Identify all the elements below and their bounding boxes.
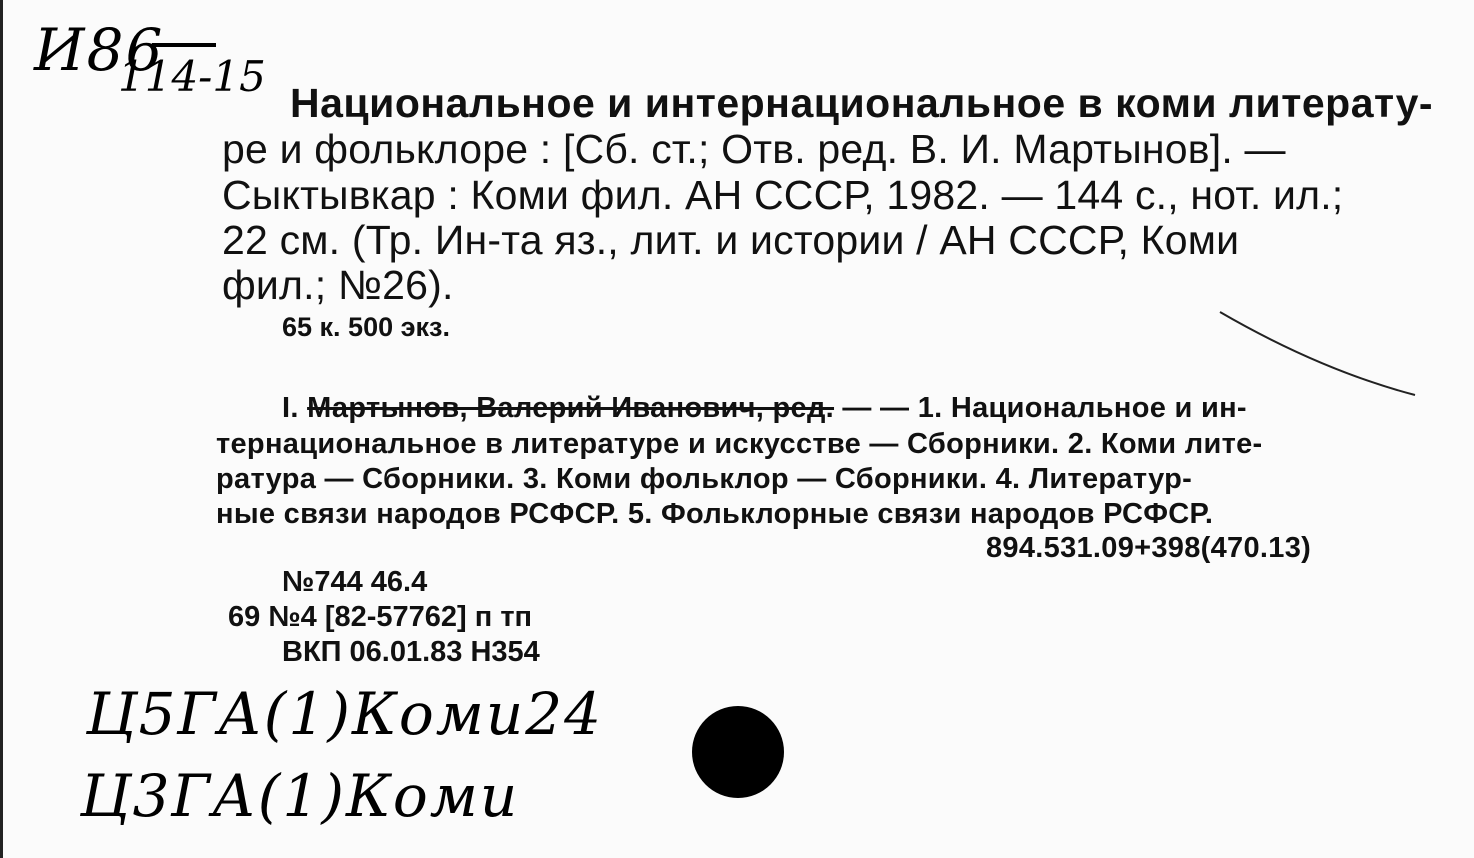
handwritten-shelf-mark-line-2: Ц3ГА(1)Коми <box>80 762 520 830</box>
card-edge <box>0 0 3 858</box>
tracing-line-1 <box>282 392 1247 425</box>
tracing-line-2: тернациональное в литературе и искусстве — Сборники. 2. Коми лите- <box>216 428 1263 460</box>
entry-line-5: фил.; №26). <box>222 262 454 308</box>
tracing-line-1-rest: — — 1. Национальное и ин- <box>842 392 1247 424</box>
entry-line-1: Национальное и интернациональное в коми литерату- <box>290 80 1434 126</box>
black-dot-mark <box>692 706 784 798</box>
handwritten-shelf-mark-line-1: Ц5ГА(1)Коми24 <box>86 680 604 748</box>
classification-number: 894.531.09+398(470.13) <box>986 532 1312 564</box>
handwritten-shelf-mark-top: И86 <box>34 16 165 84</box>
tracing-line-4: ные связи народов РСФСР. 5. Фольклорные связи народов РСФСР. <box>216 498 1214 530</box>
entry-line-3: Сыктывкар : Коми фил. АН СССР, 1982. — 144 с., нот. ил.; <box>222 172 1344 218</box>
code-line-3: ВКП 06.01.83 Н354 <box>282 636 540 668</box>
entry-line-2: ре и фольклоре : [Сб. ст.; Отв. ред. В. И. Мартынов]. — <box>222 126 1286 172</box>
entry-line-4: 22 см. (Тр. Ин-та яз., лит. и истории / АН СССР, Коми <box>222 217 1240 263</box>
handwritten-shelf-mark-fraction: 114-15 <box>118 52 266 101</box>
price-and-print-run: 65 к. 500 экз. <box>282 312 450 342</box>
struck-editor-name: Мартынов, Валерий Иванович, ред. <box>307 392 835 424</box>
fraction-bar <box>150 40 220 50</box>
tracing-line-3: ратура — Сборники. 3. Коми фольклор — Сборники. 4. Литератур- <box>216 463 1193 495</box>
code-line-1: №744 46.4 <box>282 566 428 598</box>
tracing-prefix: I. <box>282 392 299 424</box>
code-line-2: 69 №4 [82-57762] п тп <box>228 601 533 633</box>
